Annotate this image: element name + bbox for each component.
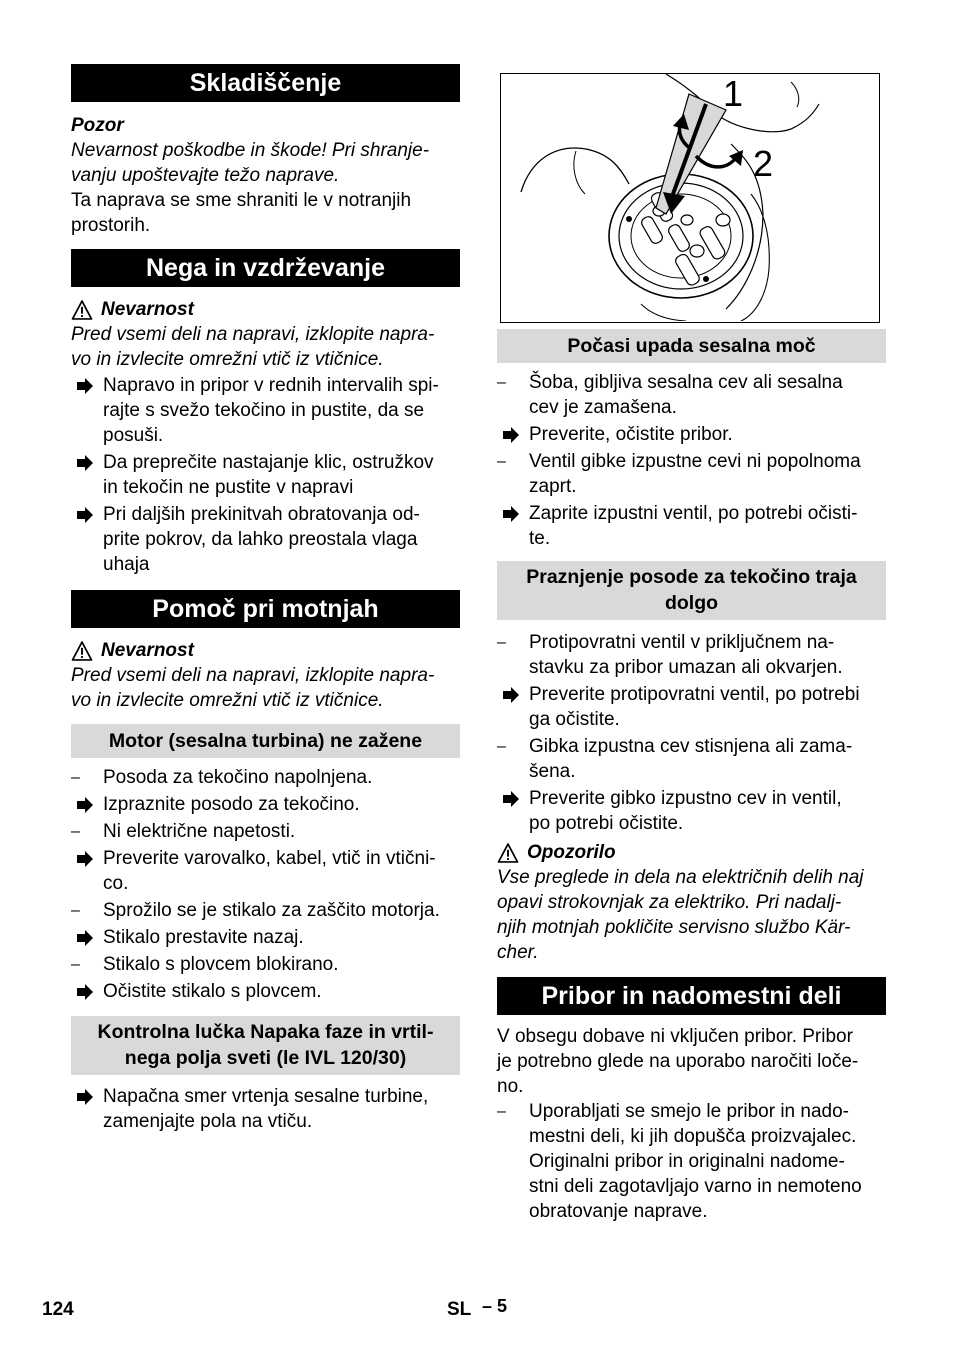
- opozorilo-line: Vse preglede in dela na električnih delih naj: [497, 867, 864, 888]
- item-line: Ventil gibke izpustne cevi ni popolnoma: [529, 451, 861, 472]
- list-item: [497, 630, 886, 680]
- nega-body: [71, 297, 460, 577]
- section-pribor: [497, 977, 886, 1015]
- list-item: [71, 502, 460, 577]
- opozorilo-label: Opozorilo: [527, 842, 616, 863]
- nega-warning-line: vo in izvlecite omrežni vtič iz vtičnice.: [71, 349, 384, 370]
- list-item: [71, 925, 460, 950]
- opozorilo-line: cher.: [497, 942, 539, 963]
- dash-bullet: –: [497, 738, 506, 755]
- list-item: [497, 786, 886, 836]
- section-skladiscenje: [71, 64, 460, 102]
- opozorilo-line: njih motnjah pokličite servisno službo Kär-: [497, 917, 851, 938]
- item-line: cev je zamašena.: [529, 397, 677, 418]
- item-line: posuši.: [103, 425, 164, 446]
- item-line: Zaprite izpustni ventil, po potrebi očisti-: [529, 503, 858, 524]
- pomoc-danger: [71, 638, 460, 663]
- item-line: Protipovratni ventil v priključnem na-: [529, 632, 835, 653]
- arrow-right-icon: [71, 983, 99, 1001]
- motor-list: [71, 765, 460, 1004]
- item-line: uhaja: [103, 554, 150, 575]
- section-pocasi: [497, 329, 886, 363]
- item-line: Izpraznite posodo za tekočino.: [103, 794, 360, 815]
- nega-danger: [71, 297, 460, 322]
- figure-label-1: 1: [723, 74, 744, 114]
- dash-bullet: –: [71, 956, 80, 973]
- heading-praznjenje: [497, 561, 886, 620]
- dash-bullet: –: [497, 374, 506, 391]
- item-line: Da preprečite nastajanje klic, ostružkov: [103, 452, 434, 473]
- item-line: Šoba, gibljiva sesalna cev ali sesalna: [529, 372, 843, 393]
- item-line: ga očistite.: [529, 709, 620, 730]
- item-line: Preverite varovalko, kabel, vtič in vtični-: [103, 848, 436, 869]
- item-line: Preverite protipovratni ventil, po potrebi: [529, 684, 860, 705]
- section-motor: [71, 724, 460, 758]
- item-line: Pri daljših prekinitvah obratovanja od-: [103, 504, 420, 525]
- opozorilo-warning: [497, 840, 886, 865]
- item-line: stavku za pribor umazan ali okvarjen.: [529, 657, 843, 678]
- arrow-right-icon: [497, 505, 525, 523]
- arrow-right-icon: [71, 796, 99, 814]
- dash-bullet: –: [71, 823, 80, 840]
- item-line: Očistite stikalo s plovcem.: [103, 981, 322, 1002]
- arrow-right-icon: [71, 929, 99, 947]
- heading-line: Praznjenje posode za tekočino traja: [526, 566, 857, 588]
- nevarnost-label: Nevarnost: [101, 299, 194, 320]
- dash-bullet: –: [497, 1103, 506, 1120]
- section-kontrolna: [71, 1016, 460, 1075]
- heading-skladiscenje: Skladiščenje: [71, 64, 460, 102]
- item-line: te.: [529, 528, 551, 549]
- figure-label-2: 2: [753, 143, 774, 184]
- pomoc-body: [71, 638, 460, 713]
- list-item: [71, 819, 460, 844]
- list-item: [71, 765, 460, 790]
- item-line: stni deli zagotavljajo varno in nemoteno: [529, 1176, 862, 1197]
- item-line: mestni deli, ki jih dopušča proizvajalec.: [529, 1126, 857, 1147]
- section-praznjenje: [497, 561, 886, 620]
- page-number: 124: [42, 1299, 74, 1320]
- section-pomoc: [71, 590, 460, 628]
- skladiscenje-warning-line: vanju upoštevajte težo naprave.: [71, 165, 340, 186]
- heading-pribor: Pribor in nadomestni deli: [497, 977, 886, 1015]
- skladiscenje-text-line: prostorih.: [71, 215, 151, 236]
- hose-connector-figure: [500, 73, 880, 323]
- item-line: Uporabljati se smejo le pribor in nado-: [529, 1101, 849, 1122]
- list-item: [497, 422, 886, 447]
- skladiscenje-text-line: Ta naprava se sme shraniti le v notranjih: [71, 190, 412, 211]
- list-item: [71, 898, 460, 923]
- warning-icon: [497, 843, 519, 863]
- dash-bullet: –: [71, 902, 80, 919]
- pribor-body: [497, 1024, 886, 1224]
- list-item: [71, 1084, 460, 1134]
- pribor-text-line: no.: [497, 1076, 524, 1097]
- item-line: Ni električne napetosti.: [103, 821, 296, 842]
- item-line: Originalni pribor in originalni nadome-: [529, 1151, 845, 1172]
- item-line: Posoda za tekočino napolnjena.: [103, 767, 373, 788]
- item-line: Napravo in pripor v rednih intervalih spi-: [103, 375, 439, 396]
- item-line: prite pokrov, da lahko preostala vlaga: [103, 529, 418, 550]
- skladiscenje-warning-line: Nevarnost poškodbe in škode! Pri shranje-: [71, 140, 430, 161]
- arrow-right-icon: [497, 426, 525, 444]
- dash-bullet: –: [497, 453, 506, 470]
- language-code: SL: [447, 1299, 472, 1320]
- item-line: Preverite gibko izpustno cev in ventil,: [529, 788, 842, 809]
- heading-pomoc: Pomoč pri motnjah: [71, 590, 460, 628]
- connector-illustration: [501, 74, 878, 321]
- heading-pocasi: Počasi upada sesalna moč: [497, 329, 886, 363]
- item-line: zamenjajte pola na vtiču.: [103, 1111, 313, 1132]
- arrow-right-icon: [71, 377, 99, 395]
- heading-nega: Nega in vzdrževanje: [71, 249, 460, 287]
- heading-line: nega polja sveti (le IVL 120/30): [124, 1047, 407, 1069]
- item-line: Stikalo s plovcem blokirano.: [103, 954, 339, 975]
- list-item: [497, 1099, 886, 1224]
- heading-line: Kontrolna lučka Napaka faze in vrtil-: [97, 1021, 434, 1043]
- section-nega: [71, 249, 460, 287]
- item-line: šena.: [529, 761, 576, 782]
- item-line: rajte s svežo tekočino in pustite, da se: [103, 400, 425, 421]
- skladiscenje-body: [71, 113, 460, 238]
- heading-kontrolna: [71, 1016, 460, 1075]
- dash-bullet: –: [71, 769, 80, 786]
- pribor-text-line: je potrebno glede na uporabo naročiti loče-: [497, 1051, 859, 1072]
- warning-icon: [71, 641, 93, 661]
- arrow-right-icon: [71, 454, 99, 472]
- list-item: [71, 846, 460, 896]
- praznjenje-list: [497, 630, 886, 965]
- opozorilo-line: opavi strokovnjak za elektriko. Pri nadalj-: [497, 892, 842, 913]
- list-item: [71, 979, 460, 1004]
- list-item: [497, 370, 886, 420]
- list-item: [71, 450, 460, 500]
- list-item: [71, 792, 460, 817]
- nevarnost-label: Nevarnost: [101, 640, 194, 661]
- pomoc-warning-line: vo in izvlecite omrežni vtič iz vtičnice.: [71, 690, 384, 711]
- item-line: Napačna smer vrtenja sesalne turbine,: [103, 1086, 429, 1107]
- item-line: zaprt.: [529, 476, 577, 497]
- pozor-label: Pozor: [71, 115, 124, 136]
- arrow-right-icon: [71, 850, 99, 868]
- item-line: Preverite, očistite pribor.: [529, 424, 733, 445]
- nega-warning-line: Pred vsemi deli na napravi, izklopite napra-: [71, 324, 435, 345]
- list-item: [497, 501, 886, 551]
- list-item: [497, 734, 886, 784]
- section-page: – 5: [482, 1296, 508, 1316]
- list-item: [497, 449, 886, 499]
- item-line: co.: [103, 873, 129, 894]
- pomoc-warning-line: Pred vsemi deli na napravi, izklopite napra-: [71, 665, 435, 686]
- list-item: [71, 952, 460, 977]
- item-line: in tekočin ne pustite v napravi: [103, 477, 354, 498]
- arrow-right-icon: [71, 506, 99, 524]
- dash-bullet: –: [497, 634, 506, 651]
- item-line: Gibka izpustna cev stisnjena ali zama-: [529, 736, 853, 757]
- pribor-text-line: V obsegu dobave ni vključen pribor. Pribor: [497, 1026, 853, 1047]
- kontrolna-list: [71, 1084, 460, 1134]
- pocasi-list: [497, 370, 886, 551]
- item-line: po potrebi očistite.: [529, 813, 684, 834]
- arrow-right-icon: [71, 1088, 99, 1106]
- arrow-right-icon: [497, 686, 525, 704]
- arrow-right-icon: [497, 790, 525, 808]
- list-item: [497, 682, 886, 732]
- item-line: Stikalo prestavite nazaj.: [103, 927, 304, 948]
- heading-line: dolgo: [664, 592, 719, 614]
- warning-icon: [71, 300, 93, 320]
- list-item: [71, 373, 460, 448]
- item-line: obratovanje naprave.: [529, 1201, 708, 1222]
- item-line: Sprožilo se je stikalo za zaščito motorja.: [103, 900, 440, 921]
- heading-motor: Motor (sesalna turbina) ne zažene: [71, 724, 460, 758]
